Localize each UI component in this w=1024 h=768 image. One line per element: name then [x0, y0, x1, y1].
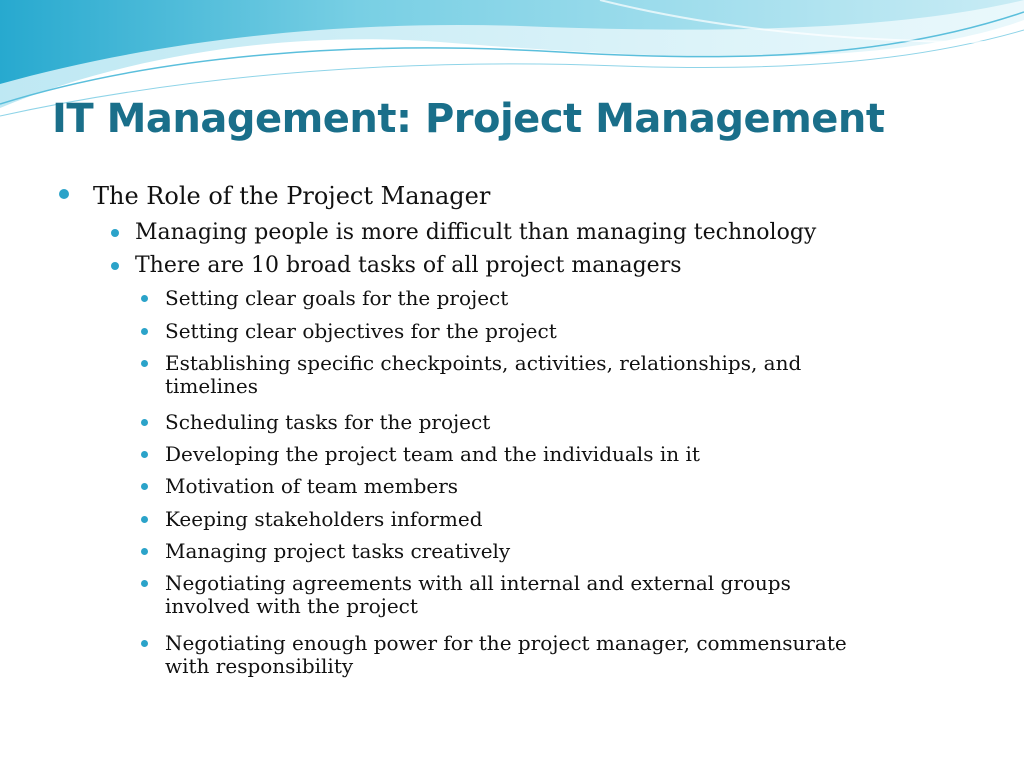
bullet-item-level-3 — [165, 508, 483, 531]
bullet-text: Developing the project team and the individuals in it — [165, 442, 700, 466]
bullet-item-level-1 — [93, 183, 490, 209]
bullet-text-continuation: involved with the project — [165, 594, 418, 618]
bullet-dot-icon — [111, 229, 119, 237]
bullet-text: Establishing specific checkpoints, activities, relationships, and — [165, 351, 802, 375]
bullet-text: The Role of the Project Manager — [93, 182, 491, 210]
bullet-item-level-3 — [165, 475, 458, 498]
bullet-text: Negotiating enough power for the project manager, commensurate — [165, 631, 847, 655]
bullet-item-level-3 — [165, 352, 801, 398]
bullet-item-level-3 — [165, 540, 510, 563]
bullet-text: Keeping stakeholders informed — [165, 507, 483, 531]
bullet-text: Managing people is more difficult than managing technology — [135, 220, 817, 245]
bullet-item-level-3 — [165, 320, 557, 343]
bullet-dot-icon — [59, 189, 69, 199]
bullet-dot-icon — [141, 295, 148, 302]
bullet-dot-icon — [141, 328, 148, 335]
bullet-text: Setting clear goals for the project — [165, 286, 509, 310]
bullet-dot-icon — [141, 451, 148, 458]
bullet-dot-icon — [141, 580, 148, 587]
bullet-dot-icon — [141, 483, 148, 490]
bullet-dot-icon — [141, 419, 148, 426]
bullet-text-continuation: timelines — [165, 374, 259, 398]
bullet-item-level-3 — [165, 632, 847, 678]
bullet-dot-icon — [141, 360, 148, 367]
bullet-dot-icon — [141, 516, 148, 523]
slide-title: IT Management: Project Management — [52, 96, 885, 142]
bullet-item-level-3 — [165, 572, 791, 618]
bullet-text-continuation: with responsibility — [165, 654, 354, 678]
bullet-dot-icon — [141, 640, 148, 647]
bullet-item-level-3 — [165, 443, 700, 466]
bullet-item-level-3 — [165, 411, 490, 434]
bullet-text: Motivation of team members — [165, 474, 459, 498]
bullet-item-level-3 — [165, 287, 508, 310]
bullet-text: Negotiating agreements with all internal and external groups — [165, 571, 791, 595]
bullet-dot-icon — [141, 548, 148, 555]
bullet-item-level-2 — [135, 221, 816, 245]
bullet-text: There are 10 broad tasks of all project managers — [135, 253, 682, 278]
bullet-text: Scheduling tasks for the project — [165, 410, 491, 434]
bullet-text: Managing project tasks creatively — [165, 539, 511, 563]
bullet-dot-icon — [111, 262, 119, 270]
bullet-text: Setting clear objectives for the project — [165, 319, 557, 343]
bullet-item-level-2 — [135, 254, 682, 278]
